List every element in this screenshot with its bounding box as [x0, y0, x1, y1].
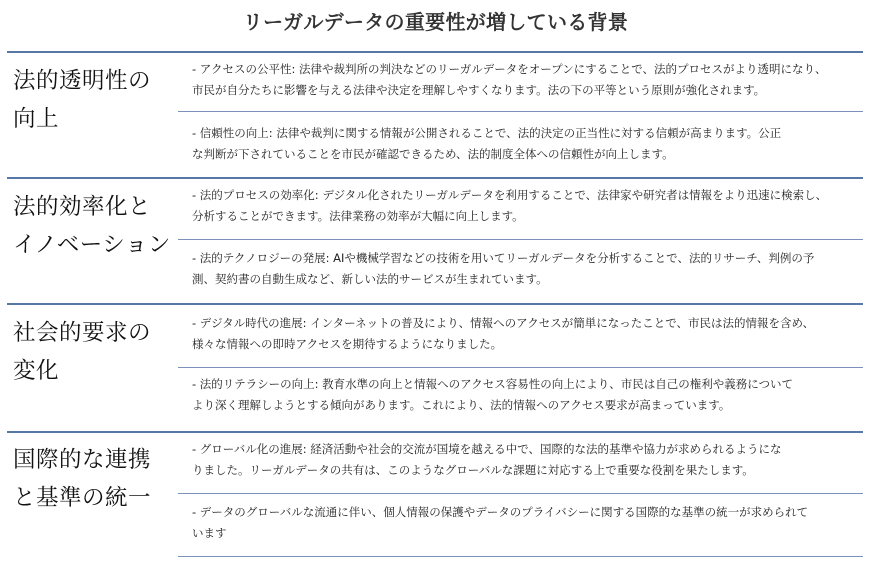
item-line: - 信頼性の向上: 法律や裁判に関する情報が公開されることで、法的決定の正当性に対する信頼が高まります。公正 [192, 126, 782, 140]
section-heading-line: 法的透明性の [13, 68, 152, 94]
list-item [192, 374, 860, 416]
section-heading [13, 188, 173, 264]
page-title: リーガルデータの重要性が増している背景 [242, 10, 629, 34]
list-item [192, 248, 860, 290]
section-heading [13, 62, 173, 138]
item-divider [178, 367, 863, 368]
item-line: - グローバル化の進展: 経済活動や社会的交流が国境を越える中で、国際的な法的基準や協力が求められるようにな [192, 442, 782, 456]
section-heading-line: 向上 [13, 106, 60, 132]
section-heading-line: と基準の統一 [13, 485, 152, 511]
item-line: - デジタル時代の進展: インターネットの普及により、情報へのアクセスが簡単になったことで、市民は法的情報を含め、 [192, 316, 815, 330]
list-item [192, 123, 860, 165]
section-heading-line: 変化 [13, 358, 60, 384]
list-item [192, 185, 860, 227]
list-item [192, 439, 860, 481]
section-heading-line: イノベーション [13, 232, 171, 258]
item-line: な判断が下されていることを市民が確認できるため、法的制度全体への信頼性が向上します。 [192, 147, 674, 161]
item-line: 様々な情報への即時アクセスを期待するようになりました。 [192, 337, 503, 351]
item-line: - 法的プロセスの効率化: デジタル化されたリーガルデータを利用することで、法律家や研究者は情報をより迅速に検索し、 [192, 188, 828, 202]
item-line: 市民が自分たちに影響を与える法律や決定を理解しやすくなります。法の下の平等という原則が強化されます。 [192, 83, 766, 97]
item-divider [178, 556, 863, 557]
item-line: 分析することができます。法律業務の効率が大幅に向上します。 [192, 209, 524, 223]
item-line: - データのグローバルな流通に伴い、個人情報の保護やデータのプライバシーに関する国際的な基準の統一が求められて [192, 505, 809, 519]
item-line: より深く理解しようとする傾向があります。これにより、法的情報へのアクセス要求が高まっています。 [192, 398, 731, 412]
item-divider [178, 111, 863, 112]
list-item [192, 313, 860, 355]
section-heading-line: 法的効率化と [13, 194, 152, 220]
item-line: 測、契約書の自動生成など、新しい法的サービスが生まれています。 [192, 272, 548, 286]
list-item [192, 59, 860, 101]
list-item [192, 502, 860, 544]
item-line: - 法的リテラシーの向上: 教育水準の向上と情報へのアクセス容易性の向上により、市民は自己の権利や義務について [192, 377, 794, 391]
section-heading-line: 国際的な連携 [13, 447, 152, 473]
item-line: りました。リーガルデータの共有は、このようなグローバルな課題に対応する上で重要な役割を果たします。 [192, 463, 754, 477]
section-heading [13, 441, 173, 517]
section-divider [7, 177, 863, 179]
item-divider [178, 493, 863, 494]
item-line: - 法的テクノロジーの発展: AIや機械学習などの技術を用いてリーガルデータを分析することで、法的リサーチ、判例の予 [192, 251, 815, 265]
section-divider [7, 303, 863, 305]
section-heading [13, 314, 173, 390]
item-line: - アクセスの公平性: 法律や裁判所の判決などのリーガルデータをオープンにすることで、法的プロセスがより透明になり、 [192, 62, 827, 76]
section-divider [7, 431, 863, 433]
section-heading-line: 社会的要求の [13, 320, 152, 346]
item-line: います [192, 526, 227, 540]
section-divider [7, 51, 863, 53]
item-divider [178, 239, 863, 240]
